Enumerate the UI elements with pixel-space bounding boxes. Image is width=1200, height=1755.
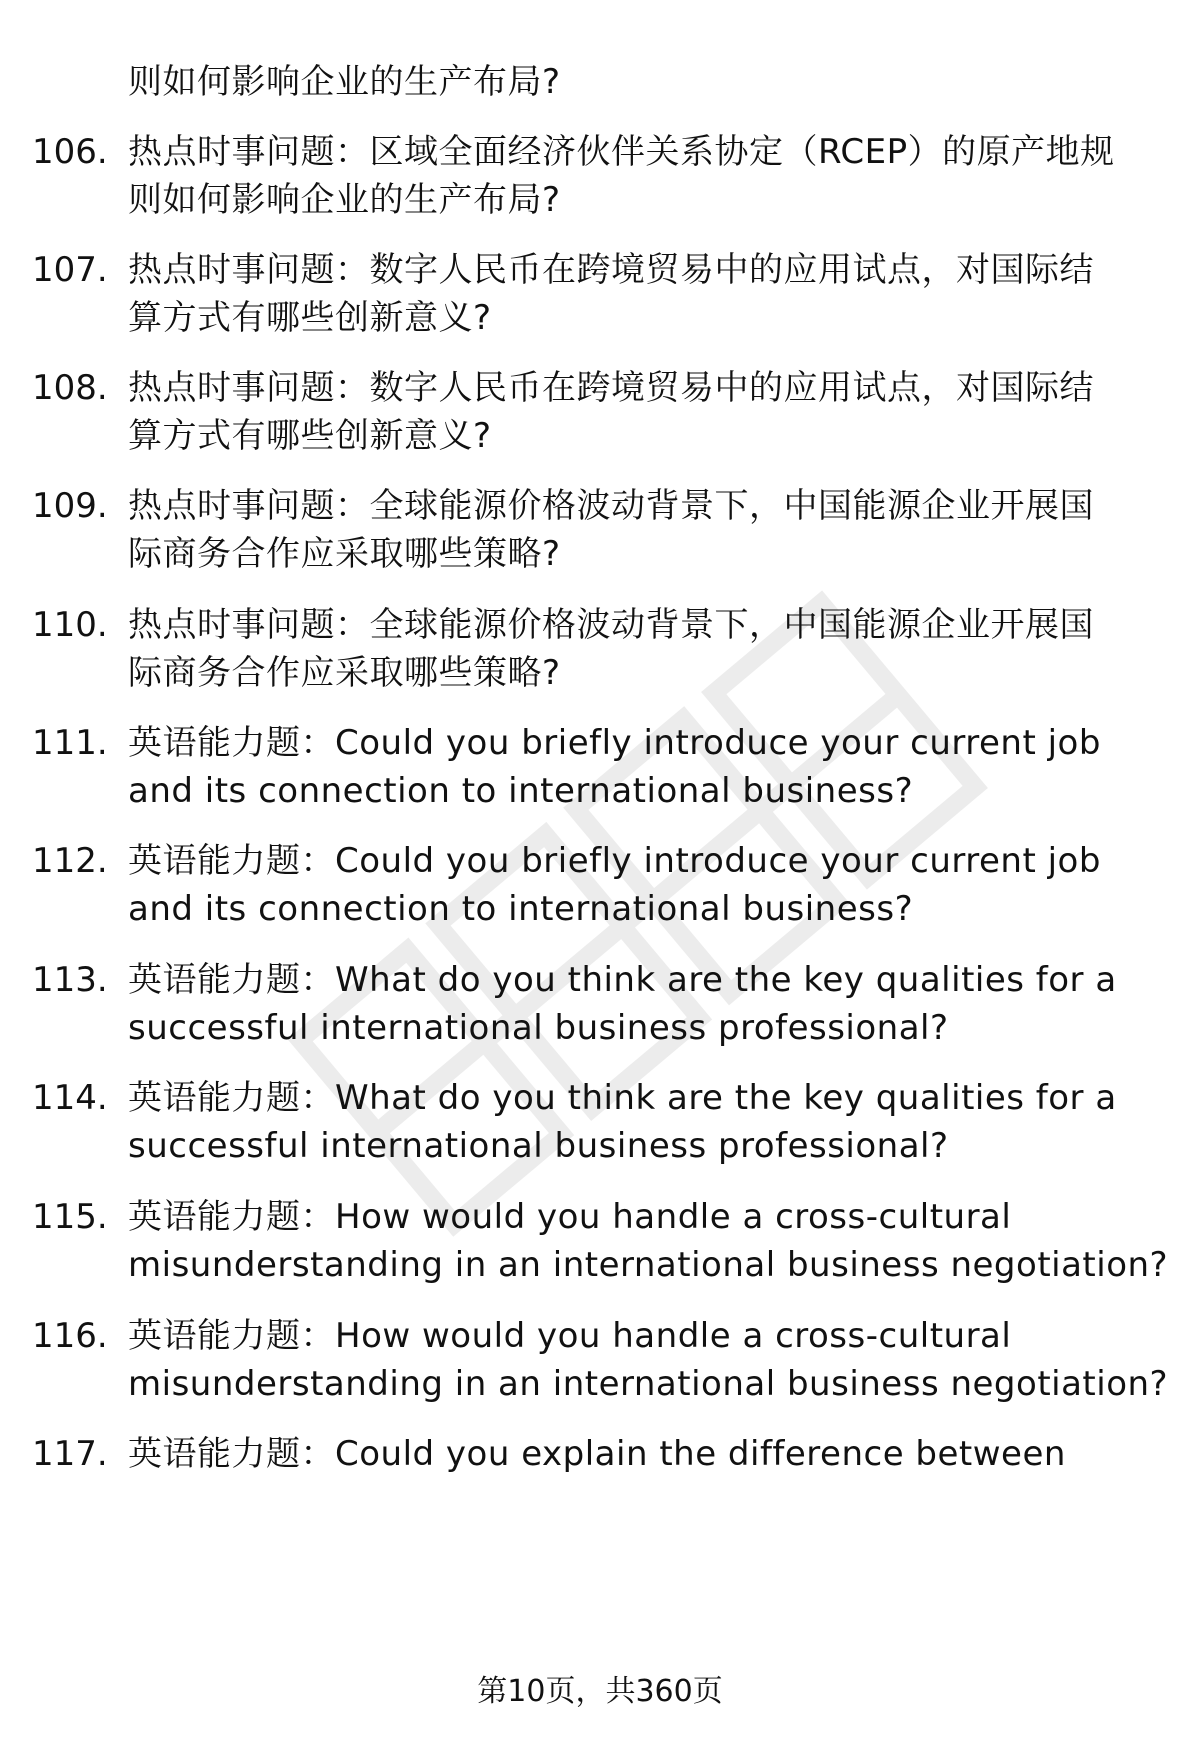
question-number: 110.: [32, 605, 108, 645]
question-text: [128, 246, 1158, 342]
question-text: [128, 482, 1158, 578]
question-text-line: 算方式有哪些创新意义?: [128, 298, 492, 338]
question-text-line: 际商务合作应采取哪些策略?: [128, 534, 561, 574]
question-number: 114.: [32, 1078, 108, 1118]
question-number: 115.: [32, 1197, 108, 1237]
question-text-line: misunderstanding in an international business negotiation?: [128, 1245, 1169, 1285]
question-number: 107.: [32, 250, 108, 290]
question-number: 108.: [32, 368, 108, 408]
question-text-line: 际商务合作应采取哪些策略?: [128, 653, 561, 693]
question-text: [128, 128, 1158, 224]
question-item-117: [0, 1430, 1200, 1490]
question-number: 112.: [32, 841, 108, 881]
question-text: [128, 719, 1158, 815]
question-text-line: successful international business professional?: [128, 1008, 949, 1048]
question-text-line: and its connection to international business?: [128, 889, 914, 929]
question-item-113: [0, 956, 1200, 1066]
question-item-114: [0, 1074, 1200, 1184]
question-item-106: [0, 128, 1200, 238]
question-number: 116.: [32, 1316, 108, 1356]
question-text-line: 英语能力题：How would you handle a cross-cultural: [128, 1197, 1012, 1237]
question-number: 111.: [32, 723, 108, 763]
question-number: 106.: [32, 132, 108, 172]
question-text: [128, 601, 1158, 697]
question-text-line: 英语能力题：What do you think are the key qualities for a: [128, 960, 1117, 1000]
question-text: [128, 1193, 1169, 1289]
question-text: [128, 956, 1158, 1052]
question-item-110: [0, 601, 1200, 711]
question-item-108: [0, 364, 1200, 474]
question-text-line: 热点时事问题：全球能源价格波动背景下，中国能源企业开展国: [128, 486, 1094, 526]
question-text-line: successful international business professional?: [128, 1126, 949, 1166]
question-text: [128, 837, 1158, 933]
question-text: [128, 364, 1158, 460]
question-text: [128, 1430, 1158, 1478]
question-text-line: 英语能力题：Could you briefly introduce your current job: [128, 841, 1101, 881]
question-text-line: and its connection to international business?: [128, 771, 914, 811]
question-item-107: [0, 246, 1200, 356]
continued-question-text: 则如何影响企业的生产布局?: [128, 62, 561, 102]
question-text-line: 英语能力题：How would you handle a cross-cultural: [128, 1316, 1012, 1356]
question-number: 109.: [32, 486, 108, 526]
question-text: [128, 1312, 1169, 1408]
question-item-112: [0, 837, 1200, 947]
question-text-line: 英语能力题：Could you explain the difference between: [128, 1434, 1066, 1474]
question-text-line: misunderstanding in an international business negotiation?: [128, 1364, 1169, 1404]
question-text-line: 则如何影响企业的生产布局?: [128, 180, 561, 220]
question-text: [128, 1074, 1158, 1170]
question-text-line: 热点时事问题：数字人民币在跨境贸易中的应用试点，对国际结: [128, 250, 1094, 290]
question-text-line: 热点时事问题：数字人民币在跨境贸易中的应用试点，对国际结: [128, 368, 1094, 408]
question-item-111: [0, 719, 1200, 829]
question-number: 113.: [32, 960, 108, 1000]
question-text-line: 英语能力题：What do you think are the key qualities for a: [128, 1078, 1117, 1118]
question-item-115: [0, 1193, 1200, 1303]
question-number: 117.: [32, 1434, 108, 1474]
question-text-line: 热点时事问题：区域全面经济伙伴关系协定（RCEP）的原产地规: [128, 132, 1115, 172]
question-text-line: 英语能力题：Could you briefly introduce your current job: [128, 723, 1101, 763]
page-number-footer: 第10页，共360页: [477, 1674, 723, 1709]
question-text-line: 算方式有哪些创新意义?: [128, 416, 492, 456]
question-text-line: 热点时事问题：全球能源价格波动背景下，中国能源企业开展国: [128, 605, 1094, 645]
question-item-116: [0, 1312, 1200, 1422]
question-item-109: [0, 482, 1200, 592]
